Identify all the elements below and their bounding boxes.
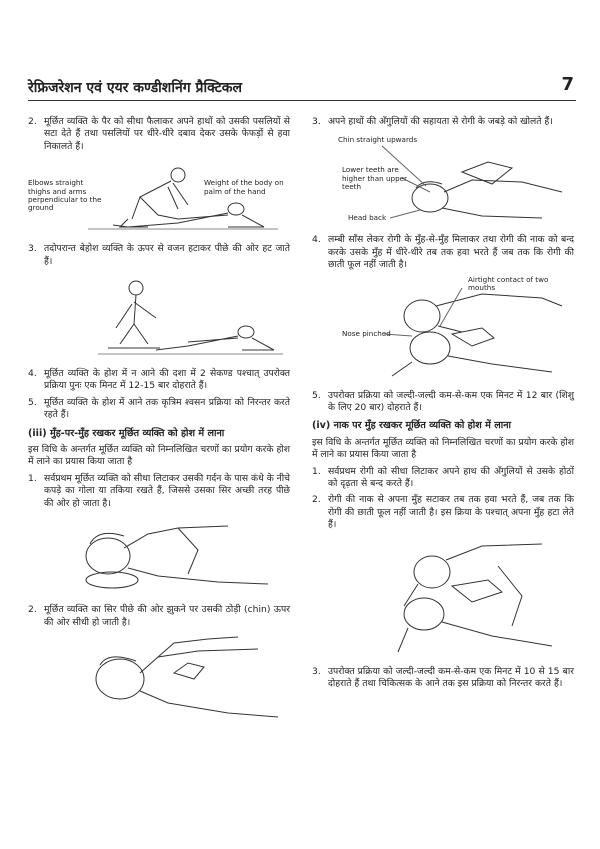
page-header xyxy=(28,74,576,101)
caption-head-back: Head back xyxy=(348,213,387,223)
step-5: 5. मूर्छित व्यक्ति के होश में आने तक कृत्रिम श्वसन प्रक्रिया को निरन्तर करते रहते हैं। xyxy=(28,396,290,421)
rescuer-sitting-back-illustration xyxy=(28,272,290,362)
section-iv-step-3: 3. उपरोक्त प्रक्रिया को जल्दी-जल्दी कम-से-कम एक मिनट में 10 से 15 बार दोहराते हैं तथा चिकित्सक के आने तक इस प्रक्रिया को निरन्तर करते हैं। xyxy=(312,665,574,690)
figure-rescuer-back xyxy=(28,272,290,362)
section-iii-step-4: 4. लम्बी साँस लेकर रोगी के मुँह-से-मुँह मिलाकर तथा रोगी की नाक को बन्द करके उसके मुँह में धीरे-धीरे तब तक हवा भरते हैं जब तक कि रोगी की छाती फूल नहीं जाती है। xyxy=(312,234,574,271)
figure-press-ribs xyxy=(28,157,290,237)
section-iv-intro: इस विधि के अन्तर्गत मूर्छित व्यक्ति को निम्नलिखित चरणों का प्रयोग करके होश में लाने का प्रयास किया जाता है xyxy=(312,436,574,461)
figure-head-tilted xyxy=(28,514,290,598)
section-iii-step-5: 5. उपरोक्त प्रक्रिया को जल्दी-जल्दी कम-से-कम एक मिनट में 12 बार (शिशु के लिए 20 बार) दोहराते हैं। xyxy=(312,389,574,414)
section-iv-heading: (iv) नाक पर मुँह रखकर मूर्छित व्यक्ति को होश में लाना xyxy=(312,420,512,432)
patient-head-back-illustration xyxy=(28,514,290,598)
figure-chin-up xyxy=(28,633,290,729)
section-iii-heading: (iii) मुँह-पर-मुँह रखकर मूर्छित व्यक्ति को होश में लाना xyxy=(28,427,225,439)
section-iv-step-1: 1. सर्वप्रथम रोगी को सीधा लिटाकर अपने हाथ की अँगुलियों से उसके होठों को दृढ़ता से बन्द करते हैं। xyxy=(312,465,574,490)
step-3: 3. तदोपरान्त बेहोश व्यक्ति के ऊपर से वजन हटाकर पीछे की ओर हट जाते हैं। xyxy=(28,243,290,267)
section-iii-step-3: 3. अपने हाथों की अँगुलियों की सहायता से रोगी के जबड़े को खोलते हैं। xyxy=(312,116,553,127)
caption-chin-straight: Chin straight upwards xyxy=(338,135,418,145)
caption-nose-pinched: Nose pinched xyxy=(342,328,391,338)
hand-lifting-chin-illustration xyxy=(28,633,290,729)
book-title: रेफ्रिजरेशन एवं एयर कण्डीशनिंग प्रैक्टिकल xyxy=(28,80,242,96)
step-4: 4. मूर्छित व्यक्ति के होश में न आने की दशा में 2 सेकण्ड पश्चात् उपरोक्त प्रक्रिया पुनः एक मिनट में 12-15 बार दोहराते हैं। xyxy=(28,368,290,392)
caption-lower-teeth: Lower teeth are higher than upper teeth xyxy=(342,165,408,192)
right-column xyxy=(312,116,574,695)
step-2: 2. मूर्छित व्यक्ति के पैर को सीधा फैलाकर अपने हाथों को उसकी पसलियों से सटा देते हैं तथा पसलियों पर धीरे-धीरे दबाव देकर उसके फेफड़ों से हवा निकालते हैं। xyxy=(28,116,290,152)
figure-jaw-open xyxy=(312,132,574,228)
mouth-to-nose-illustration xyxy=(312,536,574,660)
section-iii-step-2: 2. मूर्छित व्यक्ति का सिर पीछे की ओर झुकने पर उसकी ठोड़ी (chin) ऊपर की ओर सीधी हो जाती है। xyxy=(28,604,290,628)
section-iii-step-1: 1. सर्वप्रथम मूर्छित व्यक्ति को सीधा लिटाकर उसकी गर्दन के पास कंधे के नीचे कपड़े का गोला या तकिया रखते हैं, जिससे उसका सिर अच्छी तरह पीछे की ओर हो जाता है। xyxy=(28,472,290,509)
caption-elbows: Elbows straight thighs and arms perpendicular to the ground xyxy=(28,178,102,213)
figure-mouth-to-nose xyxy=(312,536,574,660)
section-iv-step-2: 2. रोगी की नाक से अपना मुँह सटाकर तब तक हवा भरते हैं, जब तक कि रोगी की छाती फूल नहीं जाती है। इस क्रिया के पश्चात् अपना मुँह हटा लेते हैं। xyxy=(312,494,574,531)
page-number: 7 xyxy=(561,74,574,95)
figure-mouth-to-mouth xyxy=(312,276,574,384)
section-iii-intro: इस विधि के अन्तर्गत मूर्छित व्यक्ति को निम्नलिखित चरणों का प्रयोग करके होश में लाने का प्रयास किया जाता है xyxy=(28,444,290,468)
caption-weight: Weight of the body on palm of the hand xyxy=(204,178,284,196)
caption-airtight: Airtight contact of two mouths xyxy=(468,274,549,293)
left-column xyxy=(28,116,290,735)
